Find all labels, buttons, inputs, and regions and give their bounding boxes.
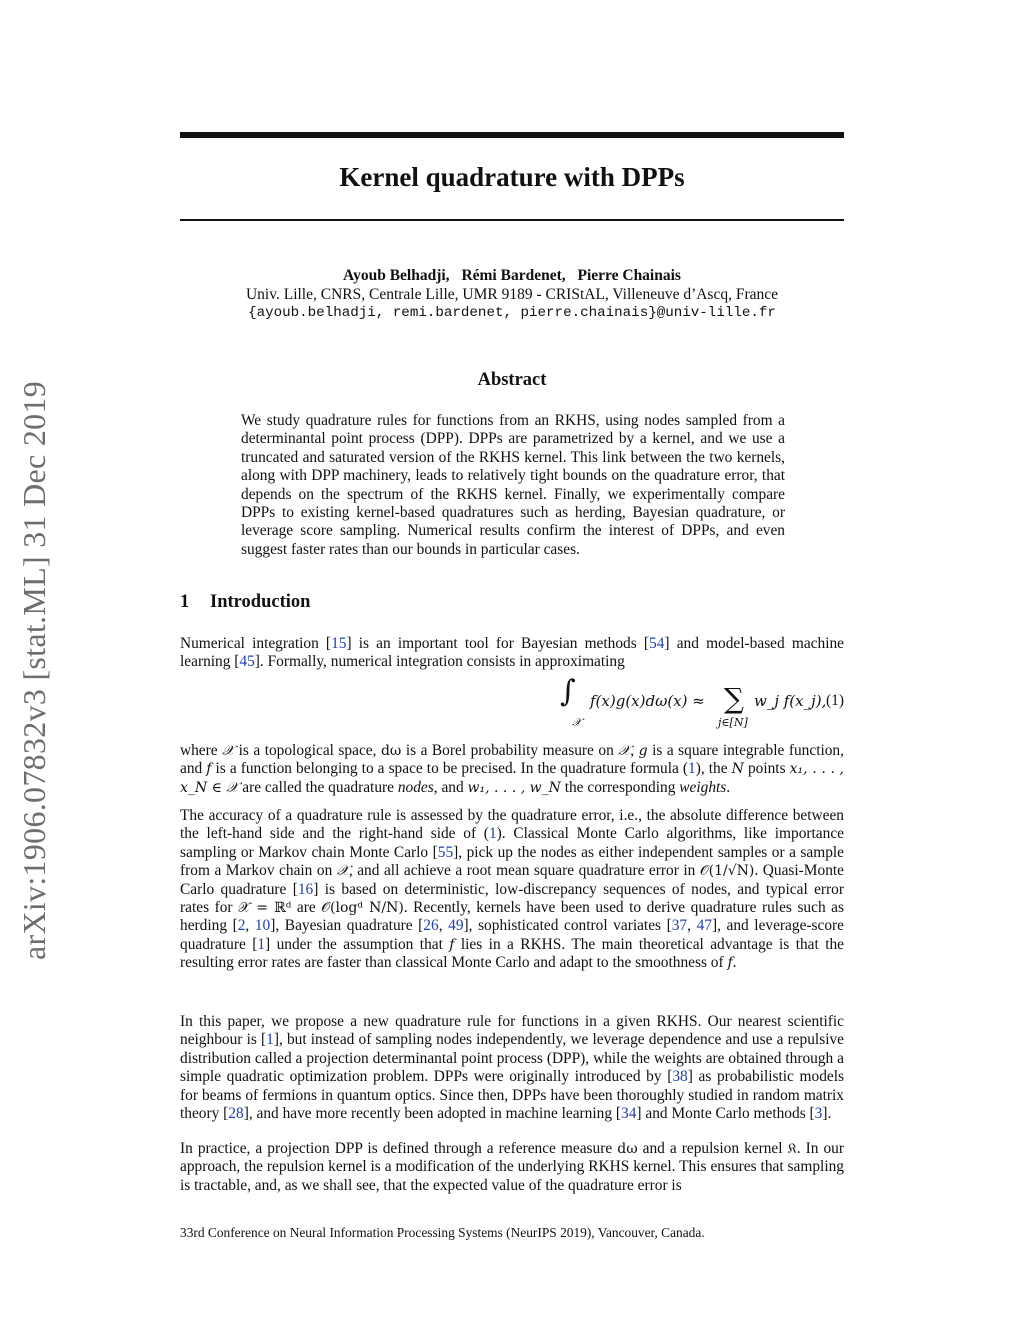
integral-sign: ∫ [560,674,576,709]
paragraph-5: In practice, a projection DPP is defined through a reference measure dω and a repulsion kernel 𝔎. In our approach, the repulsion kernel is a modification of the underlying RKHS kernel. This ensures that sampling is tractable, and, as we shall see, that the expected value of the quadrature error is [180,1140,844,1194]
section-heading [180,592,310,613]
equation-rhs: w_j f(x_j), [754,692,827,710]
paragraph-1: Numerical integration [15] is an important tool for Bayesian methods [54] and model-based machine learning [45]. Formally, numerical integration consists in approximating [180,635,844,671]
citation-link[interactable]: 3 [814,1105,823,1123]
section-title: Introduction [210,592,311,612]
paragraph-2: where 𝒳 is a topological space, dω is a Borel probability measure on 𝒳, g is a square integrable function, and f is a function belonging to a space to be precised. In the quadrature formula (1), the N points x₁, . . . , x_N ∈ 𝒳 are called the quadrature nodes, and w₁, . . . , w_N the corresponding weights. [180,742,844,796]
author-name: Ayoub Belhadji, [343,267,450,284]
citation-link[interactable]: 1 [266,1031,274,1049]
equation-lhs: f(x)g(x)dω(x) ≈ [590,692,705,710]
citation-link[interactable]: 34 [621,1105,637,1123]
abstract-heading: Abstract [477,370,547,390]
sum-subscript: j∈[N] [718,716,748,729]
sum-sign: ∑ [724,682,744,715]
citation-link[interactable]: 47 [696,917,712,935]
citation-link[interactable]: 28 [228,1105,244,1123]
paragraph-3: The accuracy of a quadrature rule is assessed by the quadrature error, i.e., the absolute difference between the left-hand side and the right-hand side of (1). Classical Monte Carlo algorithms, like importance sampling or Markov chain Monte Carlo [55], pick up the nodes as either independent samples or a sample from a Markov chain on 𝒳, and all achieve a root mean square quadrature error in 𝒪(1/√N). Quasi-Monte Carlo quadrature [16] is based on deterministic, low-discrepancy sequences of nodes, and typical error rates for 𝒳 = ℝᵈ are 𝒪(logᵈ N/N). Recently, kernels have been used to derive quadrature rules such as herding [2, 10], Bayesian quadrature [26, 49], sophisticated control variates [37, 47], and leverage-score quadrature [1] under the assumption that f lies in a RKHS. The main theoretical advantage is that the resulting error rates are faster than classical Monte Carlo and adapt to the smoothness of f. [180,807,845,972]
arxiv-stamp: arXiv:1906.07832v3 [stat.ML] 31 Dec 2019 [16,380,52,960]
citation-link[interactable]: 10 [254,917,271,935]
citation-link[interactable]: 15 [331,635,347,652]
equation-ref-link[interactable]: 1 [488,825,497,843]
title-rule-bottom [180,219,844,221]
citation-link[interactable]: 45 [239,653,255,671]
paragraph-4: In this paper, we propose a new quadrature rule for functions in a given RKHS. Our nearest scientific neighbour is [1], but instead of sampling nodes independently, we leverage dependence and use a repulsive distribution called a projection determinantal point process (DPP), while the weights are obtained through a simple quadratic optimization problem. DPPs were originally introduced by [38] as probabilistic models for beams of fermions in quantum optics. Since then, DPPs have been thoroughly studied in random matrix theory [28], and have more recently been adopted in machine learning [34] and Monte Carlo methods [3]. [180,1013,845,1123]
author-emails: {ayoub.belhadji, remi.bardenet, pierre.chainais}@univ-lille.fr [248,305,776,321]
equation-ref-link[interactable]: 1 [688,760,696,778]
author-list [180,267,844,285]
paper-title: Kernel quadrature with DPPs [339,162,685,192]
citation-link[interactable]: 49 [448,917,464,935]
title-rule-top [180,132,844,138]
citation-link[interactable]: 26 [423,917,439,935]
citation-link[interactable]: 55 [437,843,454,861]
equation-number: (1) [826,692,844,709]
section-number: 1 [180,592,190,612]
citation-link[interactable]: 16 [297,880,314,898]
citation-link[interactable]: 1 [257,935,266,953]
citation-link[interactable]: 37 [671,917,688,935]
author-name: Pierre Chainais [577,267,681,284]
author-name: Rémi Bardenet, [461,267,566,284]
affiliation: Univ. Lille, CNRS, Centrale Lille, UMR 9189 - CRIStAL, Villeneuve d’Ascq, France [245,286,779,303]
citation-link[interactable]: 38 [672,1068,688,1086]
citation-link[interactable]: 2 [237,917,246,935]
citation-link[interactable]: 54 [649,635,665,652]
conference-footer: 33rd Conference on Neural Information Processing Systems (NeurIPS 2019), Vancouver, Canada. [180,1225,705,1240]
abstract-text: We study quadrature rules for functions from an RKHS, using nodes sampled from a determinantal point process (DPP). DPPs are parametrized by a kernel, and we use a truncated and saturated version of the RKHS kernel. This link between the two kernels, along with DPP machinery, leads to relatively tight bounds on the quadrature error, that depends on the spectrum of the RKHS kernel. Finally, we experimentally compare DPPs to existing kernel-based quadratures such as herding, Bayesian quadrature, or leverage score sampling. Numerical results confirm the interest of DPPs, and even suggest faster rates than our bounds in particular cases. [241,412,785,558]
equation-1 [180,674,844,732]
integral-subscript: 𝒳 [572,716,582,729]
